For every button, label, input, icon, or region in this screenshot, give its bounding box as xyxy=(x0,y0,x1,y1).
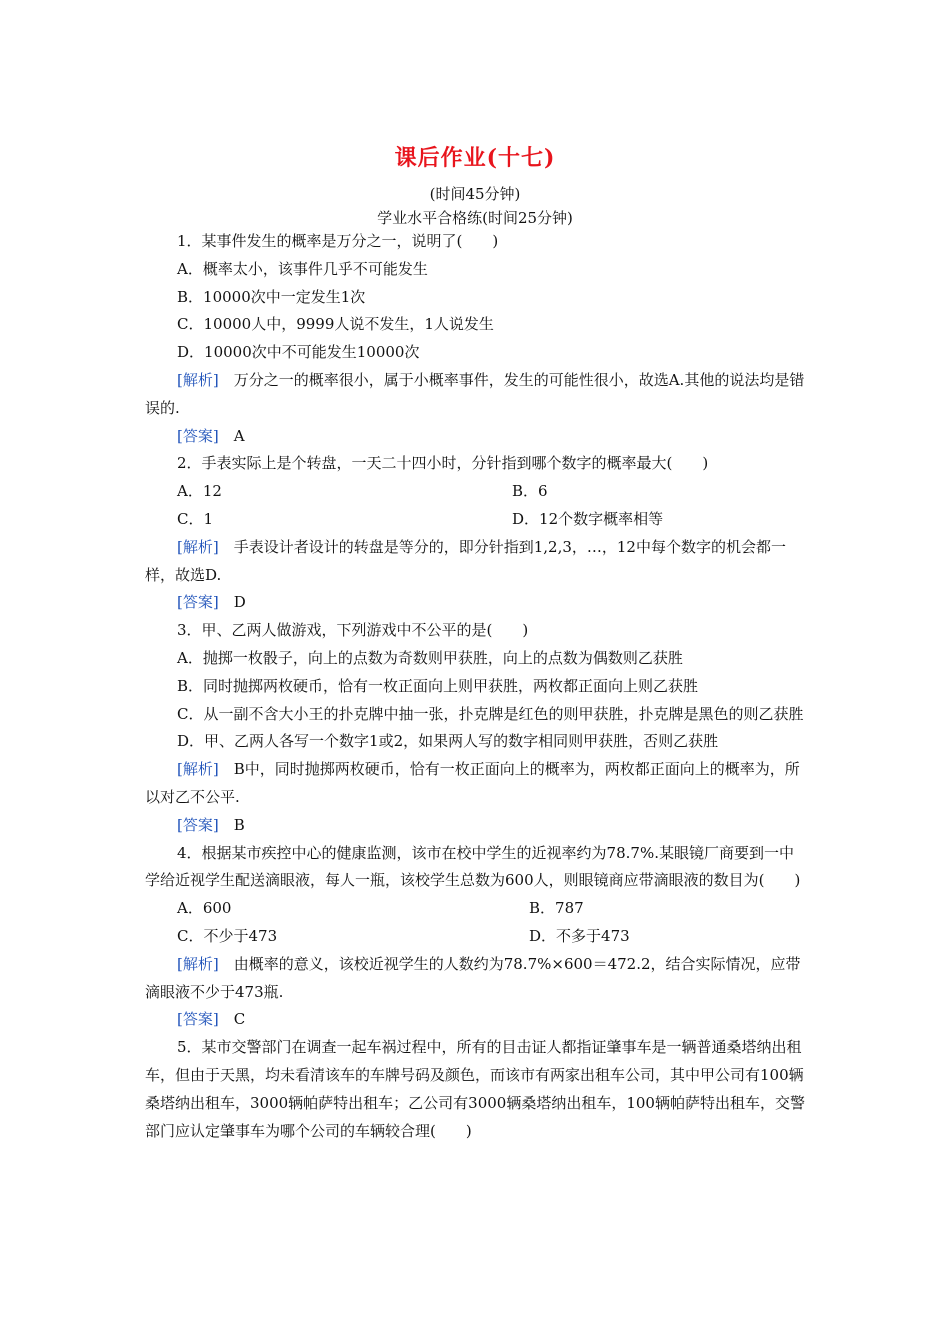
section-heading: 学业水平合格练(时间25分钟) xyxy=(377,209,573,227)
q1-option-b: B．10000次中一定发生1次 xyxy=(177,287,366,306)
q2-option-b: B．6 xyxy=(512,482,548,501)
analysis-tag: [解析] xyxy=(177,760,219,779)
q1-answer-text: A xyxy=(218,426,245,445)
analysis-tag: [解析] xyxy=(177,537,219,556)
q4-option-c: C．不少于473 xyxy=(177,926,278,945)
q1-option-a: A．概率太小，该事件几乎不可能发生 xyxy=(177,259,428,278)
q4-option-d: D．不多于473 xyxy=(529,926,630,945)
q2-analysis xyxy=(145,534,807,590)
q3-option-d: D．甲、乙两人各写一个数字1或2，如果两人写的数字相同则甲获胜，否则乙获胜 xyxy=(177,732,719,751)
q2-option-d: D．12个数字概率相等 xyxy=(512,509,664,528)
answer-tag: [答案] xyxy=(177,426,219,445)
q3-analysis xyxy=(145,756,807,812)
q4-answer-text: C xyxy=(218,1010,246,1029)
q4-stem: 4．根据某市疾控中心的健康监测，该市在校中学生的近视率约为78.7%.某眼镜厂商要到一中学给近视学生配送滴眼液，每人一瓶，该校学生总数为600人，则眼镜商应带滴眼液的数目为( ) xyxy=(145,843,801,890)
q2-analysis-text: 手表设计者设计的转盘是等分的，即分针指到1,2,3，…，12中每个数字的机会都一样，故选D. xyxy=(145,537,786,584)
q3-answer-text: B xyxy=(218,815,245,834)
q4-option-b: B．787 xyxy=(529,899,584,918)
q1-option-c: C．10000人中，9999人说不发生，1人说发生 xyxy=(177,315,494,334)
page-title: 课后作业(十七) xyxy=(394,145,556,171)
q5-stem: 5．某市交警部门在调查一起车祸过程中，所有的目击证人都指证肇事车是一辆普通桑塔纳出租车，但由于天黑，均未看清该车的车牌号码及颜色，而该市有两家出租车公司，其中甲公司有100辆桑塔纳出租车，3000辆帕萨特出租车；乙公司有3000辆桑塔纳出租车，100辆帕萨特出租车，交警部门应认定肇事车为哪个公司的车辆较合理( ) xyxy=(145,1038,805,1140)
answer-tag: [答案] xyxy=(177,1010,219,1029)
q3-option-b: B．同时抛掷两枚硬币，恰有一枚正面向上则甲获胜，两枚都正面向上则乙获胜 xyxy=(177,676,699,695)
q2-options-row2 xyxy=(145,506,807,534)
q4-option-a: A．600 xyxy=(177,899,232,918)
q3-option-a: A．抛掷一枚骰子，向上的点数为奇数则甲获胜，向上的点数为偶数则乙获胜 xyxy=(177,648,683,667)
time-limit: (时间45分钟) xyxy=(429,185,521,203)
q4-options-row2 xyxy=(145,923,807,951)
q2-option-a: A．12 xyxy=(177,482,222,501)
q4-analysis xyxy=(145,951,807,1007)
q2-options-row1 xyxy=(145,478,807,506)
q1-answer xyxy=(145,423,807,451)
q4-answer xyxy=(145,1006,807,1034)
q3-stem: 3．甲、乙两人做游戏，下列游戏中不公平的是( ) xyxy=(177,621,529,640)
q2-stem: 2．手表实际上是个转盘，一天二十四小时，分针指到哪个数字的概率最大( ) xyxy=(177,454,709,473)
answer-tag: [答案] xyxy=(177,593,219,612)
q3-analysis-text: B中，同时抛掷两枚硬币，恰有一枚正面向上的概率为，两枚都正面向上的概率为，所以对乙不公平. xyxy=(145,760,800,806)
q2-answer xyxy=(145,589,807,617)
q3-answer xyxy=(145,812,807,840)
analysis-tag: [解析] xyxy=(177,954,219,973)
q2-option-c: C．1 xyxy=(177,509,214,528)
q4-analysis-text: 由概率的意义，该校近视学生的人数约为78.7%×600＝472.2，结合实际情况，应带滴眼液不少于473瓶. xyxy=(145,954,801,1001)
analysis-tag: [解析] xyxy=(177,370,219,389)
q1-analysis-text: 万分之一的概率很小，属于小概率事件，发生的可能性很小，故选A.其他的说法均是错误的. xyxy=(145,370,805,417)
answer-tag: [答案] xyxy=(177,815,219,834)
q1-analysis xyxy=(145,367,807,423)
q2-answer-text: D xyxy=(218,593,246,612)
q4-options-row1 xyxy=(145,895,807,923)
q1-option-d: D．10000次中不可能发生10000次 xyxy=(177,343,420,362)
question-list xyxy=(145,228,807,1145)
q1-stem: 1．某事件发生的概率是万分之一，说明了( ) xyxy=(177,232,499,250)
q3-option-c: C．从一副不含大小王的扑克牌中抽一张，扑克牌是红色的则甲获胜，扑克牌是黑色的则乙获胜 xyxy=(177,704,804,723)
